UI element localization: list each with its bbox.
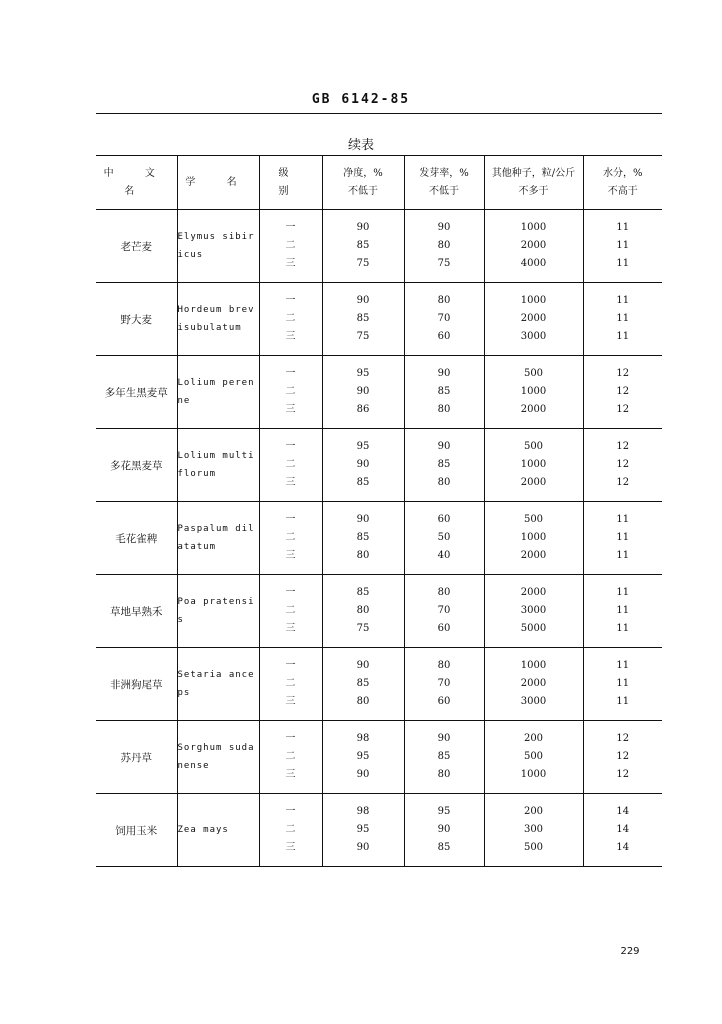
purity-value: 85	[356, 240, 370, 251]
other-seeds-cell	[484, 721, 583, 794]
col-header-label: 水分，%	[602, 167, 643, 179]
germination-value: 95	[437, 806, 451, 817]
col-header-sublabel: 不低于	[348, 185, 378, 197]
table-row	[96, 283, 662, 356]
scientific-name-cell: Zea mays	[177, 794, 259, 867]
purity-value: 75	[356, 623, 370, 634]
grade-value: 二	[285, 824, 296, 835]
grade-cell	[259, 794, 322, 867]
moisture-cell	[583, 283, 662, 356]
moisture-value: 12	[616, 404, 630, 415]
other-seeds-cell	[484, 356, 583, 429]
grade-value: 二	[285, 386, 296, 397]
grade-cell	[259, 283, 322, 356]
scientific-name-cell: Setaria anceps	[177, 648, 259, 721]
purity-value: 90	[356, 222, 370, 233]
chinese-name-cell: 草地早熟禾	[96, 575, 177, 648]
grade-value: 一	[285, 295, 296, 306]
grade-value: 二	[285, 313, 296, 324]
moisture-value: 11	[616, 532, 630, 543]
germination-value: 90	[437, 824, 451, 835]
other-seeds-cell	[484, 283, 583, 356]
other-seeds-value: 2000	[520, 477, 547, 488]
purity-value: 90	[356, 842, 370, 853]
scientific-name-cell: Paspalum dilatatum	[177, 502, 259, 575]
other-seeds-value: 2000	[520, 550, 547, 561]
col-header-sublabel: 不多于	[518, 185, 549, 197]
table-row	[96, 502, 662, 575]
germination-value: 80	[437, 587, 451, 598]
other-seeds-value: 2000	[520, 240, 547, 251]
chinese-name-cell: 饲用玉米	[96, 794, 177, 867]
standard-code-header: GB 6142-85	[311, 92, 411, 107]
scientific-name-cell: Lolium perenne	[177, 356, 259, 429]
purity-value: 80	[356, 605, 370, 616]
germination-value: 80	[437, 660, 451, 671]
other-seeds-cell	[484, 794, 583, 867]
moisture-value: 14	[616, 824, 630, 835]
moisture-value: 12	[616, 477, 630, 488]
col-header-grade	[259, 156, 322, 210]
grade-value: 二	[285, 532, 296, 543]
grade-value: 一	[285, 660, 296, 671]
germination-cell	[404, 429, 484, 502]
grade-value: 二	[285, 751, 296, 762]
moisture-value: 11	[616, 331, 630, 342]
purity-cell	[322, 356, 404, 429]
germination-cell	[404, 648, 484, 721]
col-header-label: 发芽率，%	[419, 167, 469, 179]
moisture-value: 11	[616, 240, 630, 251]
germination-value: 40	[437, 550, 451, 561]
grade-value: 一	[285, 587, 296, 598]
purity-value: 95	[356, 368, 370, 379]
germination-value: 70	[437, 313, 451, 324]
purity-value: 90	[356, 295, 370, 306]
moisture-value: 12	[616, 441, 630, 452]
other-seeds-value: 500	[523, 514, 544, 525]
purity-value: 85	[356, 587, 370, 598]
moisture-value: 14	[616, 806, 630, 817]
germination-value: 80	[437, 404, 451, 415]
chinese-name-cell: 毛花雀稗	[96, 502, 177, 575]
chinese-name-cell: 苏丹草	[96, 721, 177, 794]
purity-value: 85	[356, 313, 370, 324]
germination-value: 70	[437, 605, 451, 616]
germination-value: 90	[437, 222, 451, 233]
moisture-cell	[583, 356, 662, 429]
chinese-name-cell: 多年生黑麦草	[96, 356, 177, 429]
grade-cell	[259, 575, 322, 648]
germination-value: 85	[437, 386, 451, 397]
germination-cell	[404, 502, 484, 575]
purity-cell	[322, 283, 404, 356]
germination-value: 85	[437, 751, 451, 762]
other-seeds-cell	[484, 210, 583, 283]
germination-cell	[404, 575, 484, 648]
col-header-label: 净度，%	[343, 167, 383, 179]
grade-value: 一	[285, 222, 296, 233]
table-header-row	[96, 156, 662, 210]
grade-cell	[259, 429, 322, 502]
moisture-value: 12	[616, 733, 630, 744]
other-seeds-value: 500	[523, 842, 544, 853]
moisture-value: 11	[616, 514, 630, 525]
col-header-other-seeds	[484, 156, 583, 210]
germination-value: 70	[437, 678, 451, 689]
germination-value: 60	[437, 331, 451, 342]
col-header-label: 学 名	[185, 176, 251, 188]
germination-value: 90	[437, 441, 451, 452]
grade-cell	[259, 502, 322, 575]
other-seeds-value: 1000	[520, 459, 547, 470]
scientific-name-cell: Poa pratensis	[177, 575, 259, 648]
germination-value: 50	[437, 532, 451, 543]
moisture-cell	[583, 429, 662, 502]
purity-value: 75	[356, 331, 370, 342]
chinese-name-cell: 多花黑麦草	[96, 429, 177, 502]
moisture-value: 11	[616, 222, 630, 233]
scientific-name-cell: Sorghum sudanense	[177, 721, 259, 794]
grade-value: 三	[285, 623, 296, 634]
other-seeds-value: 3000	[520, 331, 547, 342]
germination-value: 75	[437, 258, 451, 269]
moisture-value: 11	[616, 623, 630, 634]
grade-cell	[259, 648, 322, 721]
purity-value: 95	[356, 751, 370, 762]
col-header-sublabel: 不低于	[429, 185, 459, 197]
germination-cell	[404, 283, 484, 356]
germination-value: 80	[437, 477, 451, 488]
moisture-cell	[583, 648, 662, 721]
moisture-value: 11	[616, 678, 630, 689]
moisture-value: 11	[616, 605, 630, 616]
purity-cell	[322, 648, 404, 721]
purity-value: 90	[356, 660, 370, 671]
other-seeds-value: 500	[523, 368, 544, 379]
purity-value: 75	[356, 258, 370, 269]
germination-value: 90	[437, 733, 451, 744]
moisture-value: 11	[616, 295, 630, 306]
col-header-label: 中 文 名	[103, 167, 169, 197]
col-header-sublabel: 不高于	[607, 185, 638, 197]
purity-cell	[322, 502, 404, 575]
purity-value: 90	[356, 514, 370, 525]
purity-cell	[322, 721, 404, 794]
purity-value: 98	[356, 733, 370, 744]
grade-value: 一	[285, 441, 296, 452]
col-header-scientific-name	[177, 156, 259, 210]
purity-value: 80	[356, 696, 370, 707]
grade-cell	[259, 356, 322, 429]
grade-value: 二	[285, 240, 296, 251]
other-seeds-value: 200	[523, 806, 544, 817]
table-row	[96, 648, 662, 721]
table-row	[96, 210, 662, 283]
moisture-value: 12	[616, 459, 630, 470]
other-seeds-cell	[484, 648, 583, 721]
table-row	[96, 794, 662, 867]
grade-value: 三	[285, 404, 296, 415]
grade-value: 一	[285, 733, 296, 744]
moisture-value: 12	[616, 751, 630, 762]
germination-value: 60	[437, 514, 451, 525]
moisture-cell	[583, 721, 662, 794]
other-seeds-value: 200	[523, 733, 544, 744]
other-seeds-value: 1000	[520, 222, 547, 233]
other-seeds-value: 5000	[520, 623, 547, 634]
table-row	[96, 356, 662, 429]
grade-value: 三	[285, 477, 296, 488]
purity-cell	[322, 575, 404, 648]
moisture-value: 12	[616, 368, 630, 379]
table-caption: 续表	[347, 138, 374, 153]
scientific-name-cell: Elymus sibiricus	[177, 210, 259, 283]
moisture-value: 11	[616, 550, 630, 561]
purity-cell	[322, 794, 404, 867]
table-body	[96, 210, 662, 867]
moisture-cell	[583, 502, 662, 575]
germination-value: 80	[437, 769, 451, 780]
germination-value: 80	[437, 295, 451, 306]
other-seeds-cell	[484, 502, 583, 575]
grade-cell	[259, 721, 322, 794]
grade-value: 三	[285, 769, 296, 780]
grade-value: 三	[285, 550, 296, 561]
germination-value: 85	[437, 842, 451, 853]
col-header-purity	[322, 156, 404, 210]
germination-value: 60	[437, 623, 451, 634]
page-number: 229	[620, 946, 640, 957]
other-seeds-value: 3000	[520, 696, 547, 707]
other-seeds-value: 300	[523, 824, 544, 835]
grade-value: 一	[285, 806, 296, 817]
moisture-value: 14	[616, 842, 630, 853]
purity-value: 85	[356, 477, 370, 488]
moisture-value: 12	[616, 769, 630, 780]
seed-quality-table	[96, 155, 662, 867]
purity-cell	[322, 210, 404, 283]
other-seeds-value: 4000	[520, 258, 547, 269]
other-seeds-value: 1000	[520, 769, 547, 780]
other-seeds-value: 1000	[520, 295, 547, 306]
other-seeds-cell	[484, 575, 583, 648]
other-seeds-value: 2000	[520, 313, 547, 324]
purity-value: 90	[356, 386, 370, 397]
col-header-germination	[404, 156, 484, 210]
other-seeds-value: 2000	[520, 678, 547, 689]
other-seeds-value: 500	[523, 751, 544, 762]
grade-value: 一	[285, 514, 296, 525]
header-rule	[96, 113, 662, 114]
col-header-chinese-name	[96, 156, 177, 210]
purity-value: 85	[356, 678, 370, 689]
chinese-name-cell: 老芒麦	[96, 210, 177, 283]
germination-cell	[404, 356, 484, 429]
moisture-value: 11	[616, 696, 630, 707]
other-seeds-value: 2000	[520, 587, 547, 598]
other-seeds-value: 2000	[520, 404, 547, 415]
germination-value: 90	[437, 368, 451, 379]
scientific-name-cell: Hordeum brevisubulatum	[177, 283, 259, 356]
purity-value: 90	[356, 459, 370, 470]
col-header-label: 级 别	[278, 167, 303, 197]
germination-cell	[404, 210, 484, 283]
purity-value: 90	[356, 769, 370, 780]
scientific-name-cell: Lolium multiflorum	[177, 429, 259, 502]
other-seeds-value: 3000	[520, 605, 547, 616]
moisture-cell	[583, 210, 662, 283]
other-seeds-value: 1000	[520, 386, 547, 397]
grade-value: 三	[285, 842, 296, 853]
other-seeds-cell	[484, 429, 583, 502]
grade-value: 二	[285, 605, 296, 616]
table-row	[96, 429, 662, 502]
moisture-value: 12	[616, 386, 630, 397]
purity-value: 95	[356, 441, 370, 452]
moisture-value: 11	[616, 313, 630, 324]
grade-value: 三	[285, 258, 296, 269]
table-row	[96, 721, 662, 794]
purity-cell	[322, 429, 404, 502]
chinese-name-cell: 野大麦	[96, 283, 177, 356]
col-header-moisture	[583, 156, 662, 210]
moisture-cell	[583, 575, 662, 648]
purity-value: 86	[356, 404, 370, 415]
purity-value: 95	[356, 824, 370, 835]
germination-cell	[404, 721, 484, 794]
other-seeds-value: 1000	[520, 660, 547, 671]
grade-cell	[259, 210, 322, 283]
col-header-label: 其他种子，粒/公斤	[491, 167, 576, 179]
grade-value: 二	[285, 678, 296, 689]
germination-value: 60	[437, 696, 451, 707]
grade-value: 一	[285, 368, 296, 379]
purity-value: 85	[356, 532, 370, 543]
table-row	[96, 575, 662, 648]
chinese-name-cell: 非洲狗尾草	[96, 648, 177, 721]
grade-value: 二	[285, 459, 296, 470]
other-seeds-value: 500	[523, 441, 544, 452]
germination-cell	[404, 794, 484, 867]
grade-value: 三	[285, 696, 296, 707]
grade-value: 三	[285, 331, 296, 342]
moisture-value: 11	[616, 258, 630, 269]
germination-value: 85	[437, 459, 451, 470]
other-seeds-value: 1000	[520, 532, 547, 543]
moisture-value: 11	[616, 660, 630, 671]
germination-value: 80	[437, 240, 451, 251]
moisture-cell	[583, 794, 662, 867]
moisture-value: 11	[616, 587, 630, 598]
purity-value: 98	[356, 806, 370, 817]
purity-value: 80	[356, 550, 370, 561]
